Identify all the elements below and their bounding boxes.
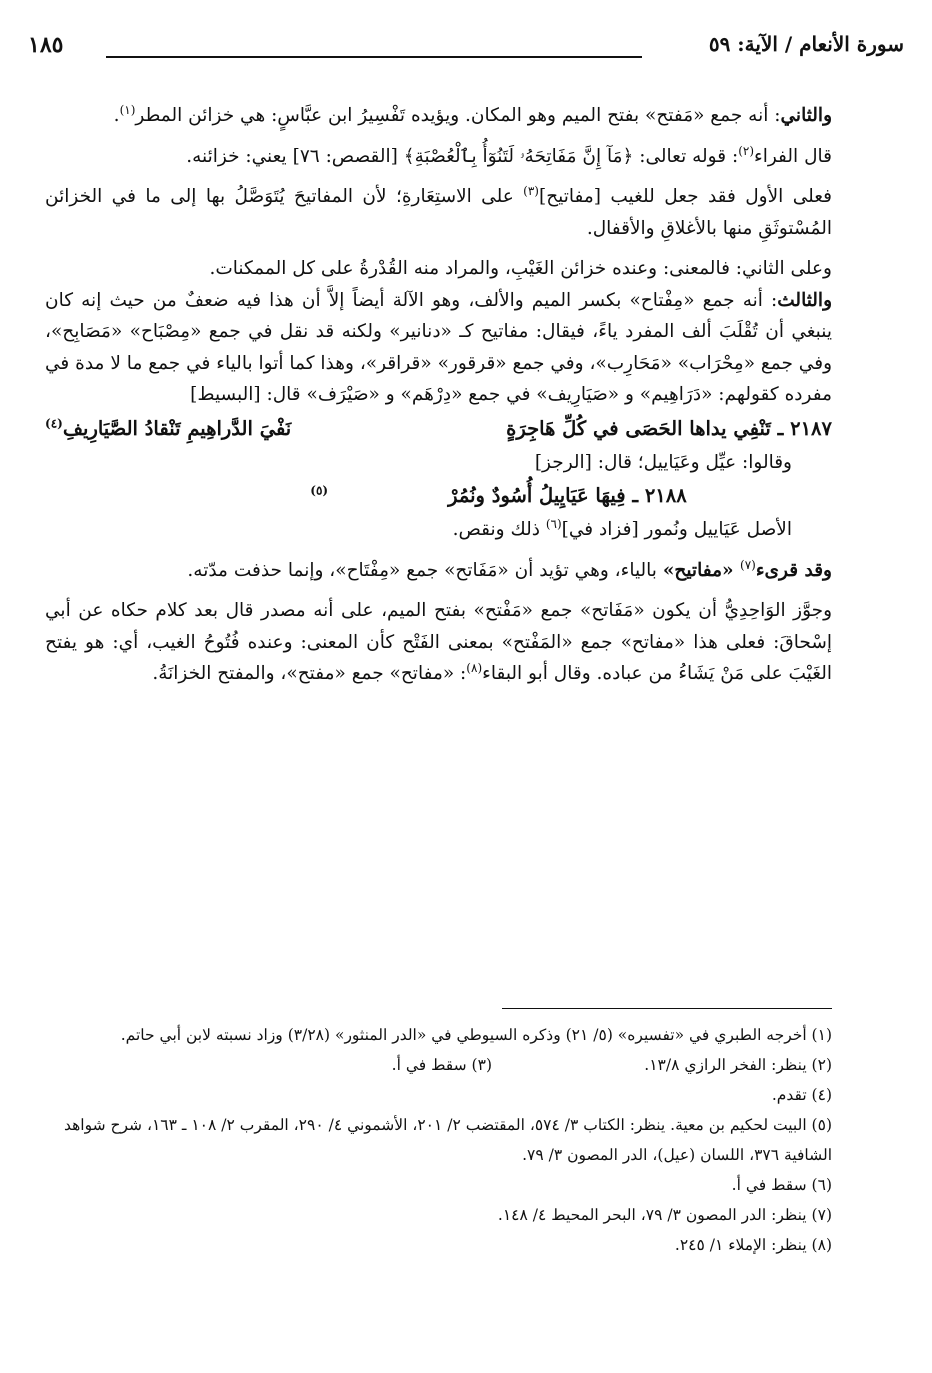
page-header bbox=[28, 28, 904, 68]
paragraph: والثالث: أنه جمع «مِفْتاح» بكسر الميم والألف، وهو الآلة أيضاً إلاَّ أن هذا فيه ضعفٌ من حيث إنه كان ينبغي أن تُقْلَبَ ألف المفرد ياءً، فيقال: مفاتيح كـ «دنانير» ولكنه قد نقل في جمع «مِصْبَاح» «مَصَابِح»، وفي جمع «مِحْرَاب» «مَحَارِب»، وفي جمع «قرقور» «قراقر»، وهذا كما أتوا بالياء في جمع ما لا مدة في مفرده كقولهم: «دَرَاهِيم» و «صَيَارِيف» في جمع «دِرْهَم» و «صَيْرَف» قال: [البسيط] bbox=[45, 289, 832, 405]
running-title: سورة الأنعام / الآية: ٥٩ bbox=[708, 32, 904, 56]
paragraph: والثاني: أنه جمع «مَفتح» بفتح الميم وهو المكان. ويؤيده تَفْسِيرُ ابن عبَّاسٍ: هي خزائن المطر$^{(١)}$. bbox=[113, 102, 832, 126]
footnote: (٣) سقط في أ. bbox=[391, 1056, 492, 1074]
paragraph: وقالوا: عيِّل وعَيَاييل؛ قال: [الرجز] bbox=[534, 451, 792, 473]
poetry-verse: ٢١٨٨ ـ فِيهَا عَيَايِيلُ أُسُودٌ ونُمُرْ$^{(٥)}$ bbox=[310, 483, 687, 507]
footnote: (٦) سقط في أ. bbox=[731, 1176, 832, 1194]
footnote-separator bbox=[502, 1008, 832, 1009]
footnote: (٤) تقدم. bbox=[771, 1086, 832, 1104]
header-rule bbox=[106, 56, 642, 58]
footnote-ref: (٣) bbox=[523, 183, 539, 198]
main-text bbox=[45, 100, 832, 690]
footnote-ref: (٨) bbox=[466, 660, 483, 675]
footnote: (٨) ينظر: الإملاء ١/ ٢٤٥. bbox=[674, 1236, 832, 1254]
footnote-ref: (١) bbox=[119, 102, 136, 117]
verse-second-hemistich: نَفْيَ الدَّراهِيمِ تَنْقادُ الصَّيَارِيفِ$^{(٤)}$ bbox=[45, 416, 292, 440]
footnote: (٢) ينظر: الفخر الرازي ١٣/٨. bbox=[644, 1056, 832, 1074]
footnote-ref: (٧) bbox=[740, 557, 756, 572]
paragraph: الأصل عَيَاييل ونُمور [فزاد في]$^{(٦)}$ ذلك ونقص. bbox=[452, 516, 792, 540]
paragraph: وجوَّز الوَاحِدِيُّ أن يكون «مَفَاتح» جمع «مَفْتح» بفتح الميم، على أنه مصدر قال بعد كلام حكاه عن أبي إسْحاقَ: فعلى هذا «مفاتح» جمع «المَفْتح» بمعنى الفَتْح كأن المعنى: وعنده فُتُوحُ الغيب، أي: هو يفتح الغَيْبَ على مَنْ يَشَاءُ من عباده. وقال أبو البقاء$^{(٨)}$: «مفاتح» جمع «مفتح»، والمفتح الخزانَةُ. bbox=[45, 600, 832, 684]
footnote-row bbox=[45, 1050, 832, 1080]
verse-first-hemistich: ٢١٨٧ ـ تَنْفِي يداها الحَصَى في كُلِّ هَاجِرَةٍ bbox=[506, 416, 832, 440]
paragraph: قال الفراء$^{(٢)}$: قوله تعالى: ﴿مَآ إِنَّ مَفَاتِحَهُۥ لَتَنُوٓأُ بِٱلْعُصْبَةِ﴾ [القصص: ٧٦] يعني: خزائنه. bbox=[186, 143, 832, 167]
paragraph: وقد قرىء$^{(٧)}$ «مفاتيح» بالياء، وهي تؤيد أن «مَفَاتح» جمع «مِفْتَاح»، وإنما حذفت مدّته. bbox=[187, 557, 832, 581]
footnote: (٧) ينظر: الدر المصون ٣/ ٧٩، البحر المحيط ٤/ ١٤٨. bbox=[497, 1206, 832, 1224]
paragraph: فعلى الأول فقد جعل للغيب [مفاتيح]$^{(٣)}$ على الاستِعَارةِ؛ لأن المفاتيحَ يُتَوَصَّلُ بها إلى ما في الخزائن المُسْتوثَقِ منها بالأغلاقِ والأقفال. bbox=[45, 183, 833, 239]
poetry-verse bbox=[45, 411, 832, 447]
footnote-ref: (٤) bbox=[45, 416, 63, 430]
paragraph: وعلى الثاني: فالمعنى: وعنده خزائن الغَيْبِ، والمراد منه القُدْرةُ على كل الممكنات. bbox=[209, 258, 832, 279]
footnote: (١) أخرجه الطبري في «تفسيره» (٥/ ٢١) وذكره السيوطي في «الدر المنثور» (٣/٢٨) وزاد نسبته لابن أبي حاتم. bbox=[120, 1026, 832, 1044]
page-number: ١٨٥ bbox=[28, 32, 64, 58]
footnote-ref: (٦) bbox=[545, 516, 562, 531]
footnotes bbox=[45, 1020, 832, 1260]
footnote-ref: (٢) bbox=[738, 143, 755, 158]
footnote: (٥) البيت لحكيم بن معية. ينظر: الكتاب ٣/ ٥٧٤، المقتضب ٢/ ٢٠١، الأشموني ٤/ ٢٩٠، المقرب ٢/ ١٠٨ ـ ١٦٣، شرح شواهد الشافية ٣٧٦، اللسان (عيل)، الدر المصون ٣/ ٧٩. bbox=[63, 1116, 832, 1164]
footnote-ref: (٥) bbox=[310, 483, 329, 498]
